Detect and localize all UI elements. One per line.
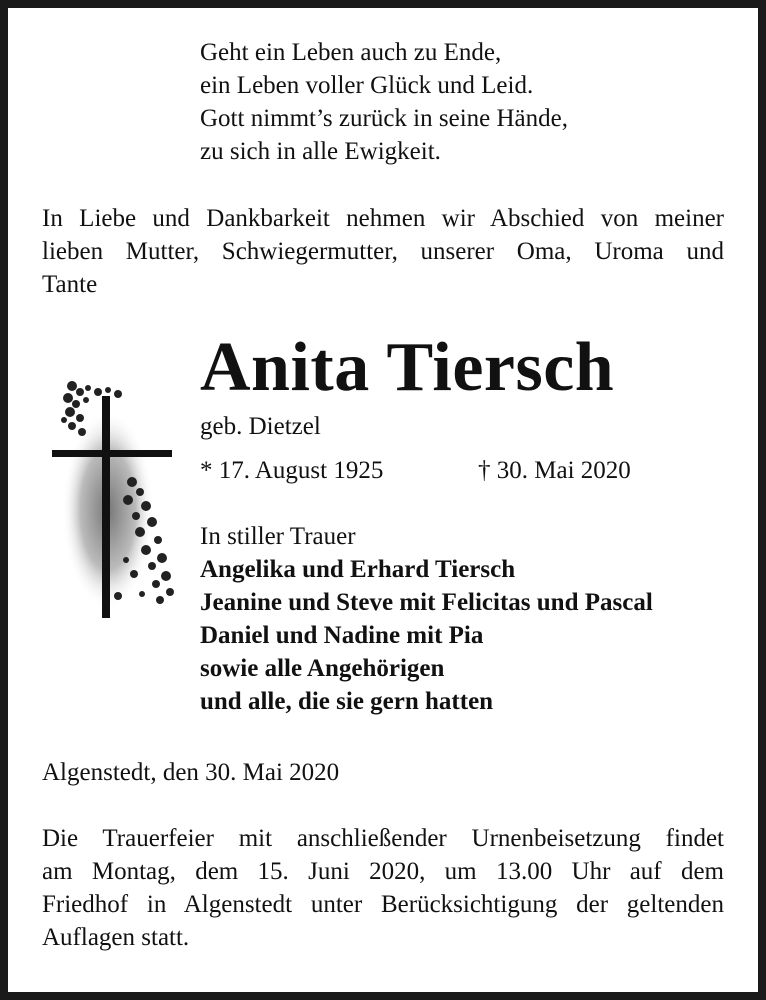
funeral-line: Die Trauerfeier mit anschließender Urnenbeisetzung findet xyxy=(42,825,724,852)
intro-line: lieben Mutter, Schwiegermutter, unserer Oma, Uroma und xyxy=(42,238,724,265)
deceased-name: Anita Tiersch xyxy=(200,329,615,406)
mourning-heading: In stiller Trauer xyxy=(200,523,356,550)
mourner: sowie alle Angehörigen xyxy=(200,655,445,682)
cross-with-ivy-icon xyxy=(42,370,178,620)
mourner: und alle, die sie gern hatten xyxy=(200,688,494,715)
mourners-block xyxy=(200,520,653,718)
memorial-poem xyxy=(200,36,568,168)
intro-line: Tante xyxy=(42,271,98,298)
mourner: Angelika und Erhard Tiersch xyxy=(200,556,516,583)
poem-line: Geht ein Leben auch zu Ende, xyxy=(200,39,502,66)
funeral-line: am Montag, dem 15. Juni 2020, um 13.00 Uhr auf dem xyxy=(42,858,724,885)
birth-date: * 17. August 1925 xyxy=(200,457,384,484)
obituary-notice xyxy=(8,8,758,992)
funeral-line: Auflagen statt. xyxy=(42,924,190,951)
poem-line: zu sich in alle Ewigkeit. xyxy=(200,138,441,165)
poem-line: ein Leben voller Glück und Leid. xyxy=(200,72,534,99)
funeral-info xyxy=(42,822,724,954)
life-dates xyxy=(200,454,631,487)
mourner: Jeanine und Steve mit Felicitas und Pascal xyxy=(200,589,653,616)
mourner: Daniel und Nadine mit Pia xyxy=(200,622,484,649)
place-and-date: Algenstedt, den 30. Mai 2020 xyxy=(42,759,340,786)
poem-line: Gott nimmt’s zurück in seine Hände, xyxy=(200,105,568,132)
maiden-name: geb. Dietzel xyxy=(200,413,321,440)
intro-text xyxy=(42,202,724,301)
intro-line: In Liebe und Dankbarkeit nehmen wir Abschied von meiner xyxy=(42,205,724,232)
funeral-line: Friedhof in Algenstedt unter Berücksichtigung der geltenden xyxy=(42,891,724,918)
death-date: † 30. Mai 2020 xyxy=(478,457,631,484)
